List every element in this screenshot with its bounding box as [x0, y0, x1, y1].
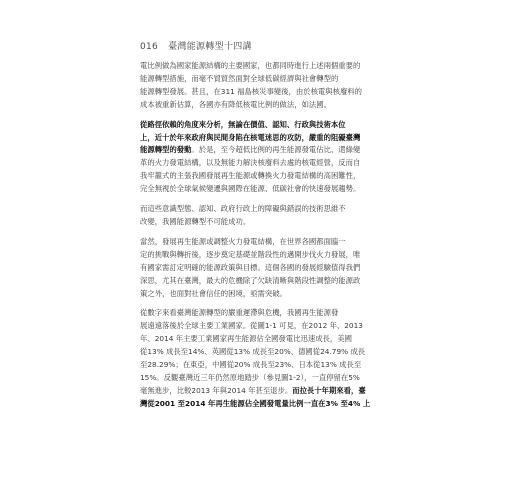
text-line [140, 60, 392, 73]
paragraph [140, 60, 392, 112]
text-line [140, 157, 392, 170]
text-run: 有國家需訂定明確的能源政策與目標。這個各國的發展經驗值得我們 [140, 262, 361, 272]
text-run: 策之外，也面對社會信任的困境，亟需突破。 [140, 288, 287, 298]
text-run: 我牢籠式的主張我國發展再生能源或轉換火力發電結構的高困難性， [140, 171, 361, 181]
bold-text: 從路徑依賴的角度來分析，無論在價值、認知、行政與技術本位 [140, 119, 346, 129]
text-line [140, 346, 392, 359]
running-header [140, 39, 252, 52]
text-line [140, 307, 392, 320]
text-line [140, 203, 392, 216]
text-run: 15%。反觀臺灣近三年仍然原地踏步（參見圖1-2），一直停留在5% [140, 372, 360, 382]
text-line [140, 73, 392, 86]
text-run: 電比例做為國家能源結構的主要國家，也都同時進行上述兩個重要的 [140, 61, 361, 70]
paragraph [140, 236, 392, 301]
text-run: 從數字來看臺灣能源轉型的嚴重遲滯與危機，我國再生能源發 [140, 308, 339, 318]
text-run: 年、2014 年主要工業國家再生能源佔全國發電比迅速成長，美國 [140, 334, 352, 344]
text-line [140, 398, 392, 411]
bold-text: 上，近十於年來政府與民間身陷在核電迷思的攻防，嚴重的阻礙臺灣 [140, 132, 361, 142]
text-run: 定的挑戰與轉折後，逐步奠定基礎並階段性的邁開步伐火力發展，唯 [140, 249, 361, 259]
text-run: 毫無進步，比較2013 年與2014 年甚至退步。 [140, 385, 293, 395]
text-line [140, 372, 392, 385]
paragraph [140, 203, 392, 229]
text-line [140, 86, 392, 99]
text-run: 深思，尤其在臺灣，最大的危機除了欠缺清晰與階段性調整的能源政 [140, 275, 361, 285]
page-number: 016 [140, 42, 159, 52]
text-line [140, 99, 392, 112]
text-line [140, 144, 392, 157]
text-line [140, 170, 392, 183]
book-title: 臺灣能源轉型十四講 [168, 42, 252, 52]
text-line [140, 359, 392, 372]
text-line [140, 119, 392, 132]
paragraph [140, 307, 392, 410]
text-line [140, 216, 392, 229]
bold-text: 灣從2001 至2014 年再生能源佔全國發電量比例一直在3% 至4% 上 [140, 398, 371, 408]
text-line [140, 333, 392, 346]
text-run: 從13% 成長至14%、英國從13% 成長至20%、德國從24.79% 成長 [140, 347, 366, 357]
paragraph [140, 119, 392, 196]
text-line [140, 288, 392, 301]
text-run: 當然，發展再生能源或調整火力發電結構，在世界各國都面臨一 [140, 236, 346, 246]
text-run: 展遠遠落後於全球主要工業國家。從圖1-1 可見，在2012 年、2013 [140, 321, 363, 331]
body-text [140, 60, 392, 418]
text-line [140, 132, 392, 145]
text-line [140, 236, 392, 249]
bold-text: 而拉長十年期來看，臺 [292, 385, 366, 395]
text-line [140, 385, 392, 398]
text-run: 能源轉型發展。甚且，在311 福島核災事變後，由於核電與核廢料的 [140, 86, 362, 96]
text-line [140, 320, 392, 333]
text-run: 而這些意識型態、認知、政府行政上的障礙與錯誤的技術思維不 [140, 204, 346, 214]
text-run: 成本被重新估算，各國亦有降低核電比例的做法，如法國。 [140, 99, 331, 109]
text-run: 能源轉型措施，而毫不貿貿然面對全球低碳經濟與社會轉型的 [140, 73, 339, 83]
text-run: 。於是，至今超低比例的再生能源發電佔比、還綠變 [191, 145, 361, 155]
text-run: 改變，我國能源轉型不可能成功。 [140, 216, 251, 226]
text-run: 革的火力發電結構，以及無能力解決核廢料去處的核電經營，反而自 [140, 158, 361, 168]
text-line [140, 275, 392, 288]
text-run: 完全無視於全球氣候變遷與國際在能源、低碳社會的快速發展趨勢。 [140, 184, 361, 194]
text-line [140, 183, 392, 196]
bold-text: 能源轉型的發動 [140, 145, 192, 155]
text-line [140, 249, 392, 262]
text-run: 至28.29%；在東亞，中國從20% 成長至23%、日本從13% 成長至 [140, 360, 362, 370]
text-line [140, 262, 392, 275]
